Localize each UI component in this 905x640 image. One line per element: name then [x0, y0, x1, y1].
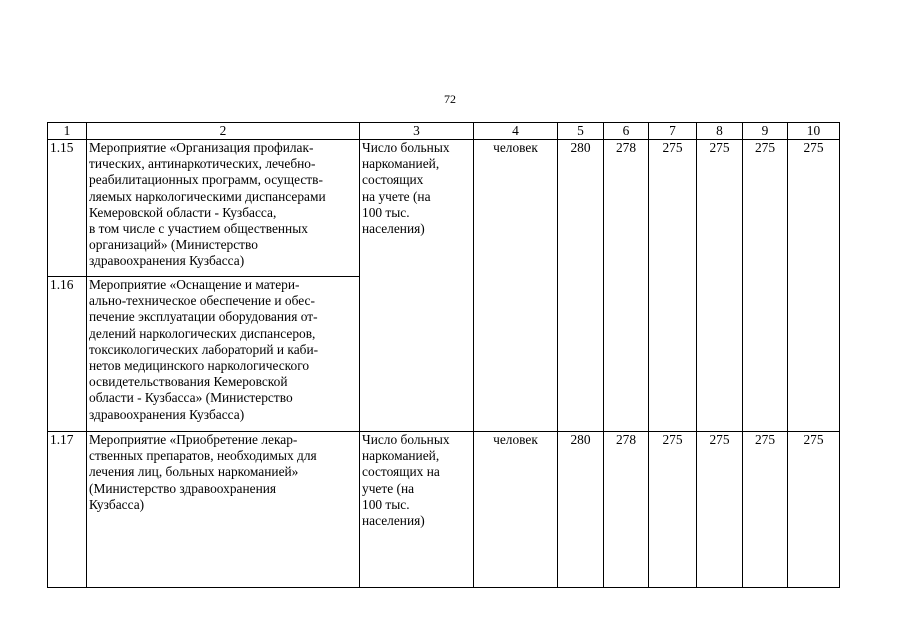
column-header: 10 [788, 123, 840, 140]
event-line: Кемеровской области - Кузбасса, [89, 204, 277, 220]
indicator-name [360, 432, 474, 588]
value-cell: 280 [558, 432, 604, 588]
table-row [48, 432, 840, 588]
unit-cell: человек [474, 432, 558, 588]
value-cell: 280 [558, 140, 604, 432]
event-line: освидетельствования Кемеровской [89, 374, 288, 390]
event-line: Мероприятие «Оснащение и матери- [89, 277, 300, 292]
event-line: здравоохранения Кузбасса) [89, 406, 245, 422]
value-cell: 275 [743, 140, 788, 432]
column-header: 9 [743, 123, 788, 140]
indicator-line: населения) [362, 221, 425, 237]
event-line: тических, антинаркотических, лечебно- [89, 156, 316, 172]
event-description [87, 277, 360, 432]
row-number: 1.15 [48, 140, 87, 277]
value-cell: 275 [743, 432, 788, 588]
value-cell: 275 [697, 140, 743, 432]
indicator-line: состоящих [362, 172, 424, 188]
indicator-line: учете (на [362, 480, 415, 496]
row-number: 1.16 [48, 277, 87, 432]
value-cell: 275 [788, 140, 840, 432]
event-line: Мероприятие «Приобретение лекар- [89, 432, 298, 447]
column-header: 7 [649, 123, 697, 140]
indicator-line: наркоманией, [362, 156, 440, 172]
column-header: 2 [87, 123, 360, 140]
indicator-line: наркоманией, [362, 448, 440, 464]
indicator-line: Число больных [362, 432, 450, 447]
column-header: 5 [558, 123, 604, 140]
event-line: Мероприятие «Организация профилак- [89, 140, 314, 155]
indicators-table [47, 122, 840, 588]
event-line: (Министерство здравоохранения [89, 480, 277, 496]
event-line: печение эксплуатации оборудования от- [89, 309, 318, 325]
event-description [87, 432, 360, 588]
event-line: ально-техническое обеспечение и обес- [89, 293, 315, 309]
column-header: 1 [48, 123, 87, 140]
indicator-line: 100 тыс. [362, 204, 410, 220]
event-line: ляемых наркологическими диспансерами [89, 188, 326, 204]
column-header: 4 [474, 123, 558, 140]
value-cell: 278 [604, 140, 649, 432]
indicator-name [360, 140, 474, 432]
value-cell: 275 [788, 432, 840, 588]
event-line: делений наркологических диспансеров, [89, 325, 316, 341]
page-number: 72 [444, 92, 456, 106]
event-line: организаций» (Министерство [89, 237, 258, 253]
column-header: 3 [360, 123, 474, 140]
value-cell: 278 [604, 432, 649, 588]
indicator-line: на учете (на [362, 188, 431, 204]
indicator-line: состоящих на [362, 464, 440, 480]
indicator-line: 100 тыс. [362, 496, 410, 512]
indicator-line: Число больных [362, 140, 450, 155]
value-cell: 275 [649, 432, 697, 588]
event-line: ственных препаратов, необходимых для [89, 448, 317, 464]
event-line: в том числе с участием общественных [89, 221, 308, 237]
event-line: реабилитационных программ, осуществ- [89, 172, 323, 188]
unit-cell: человек [474, 140, 558, 432]
value-cell: 275 [649, 140, 697, 432]
column-header: 6 [604, 123, 649, 140]
event-line: области - Кузбасса» (Министерство [89, 390, 293, 406]
row-number: 1.17 [48, 432, 87, 588]
event-line: токсикологических лабораторий и каби- [89, 341, 319, 357]
indicator-line: населения) [362, 513, 425, 529]
table-row [48, 140, 840, 277]
column-number-row [48, 123, 840, 140]
event-line: здравоохранения Кузбасса) [89, 253, 245, 269]
event-description [87, 140, 360, 277]
column-header: 8 [697, 123, 743, 140]
event-line: Кузбасса) [89, 496, 145, 512]
event-line: лечения лиц, больных наркоманией» [89, 464, 299, 480]
value-cell: 275 [697, 432, 743, 588]
event-line: нетов медицинского наркологического [89, 358, 310, 374]
